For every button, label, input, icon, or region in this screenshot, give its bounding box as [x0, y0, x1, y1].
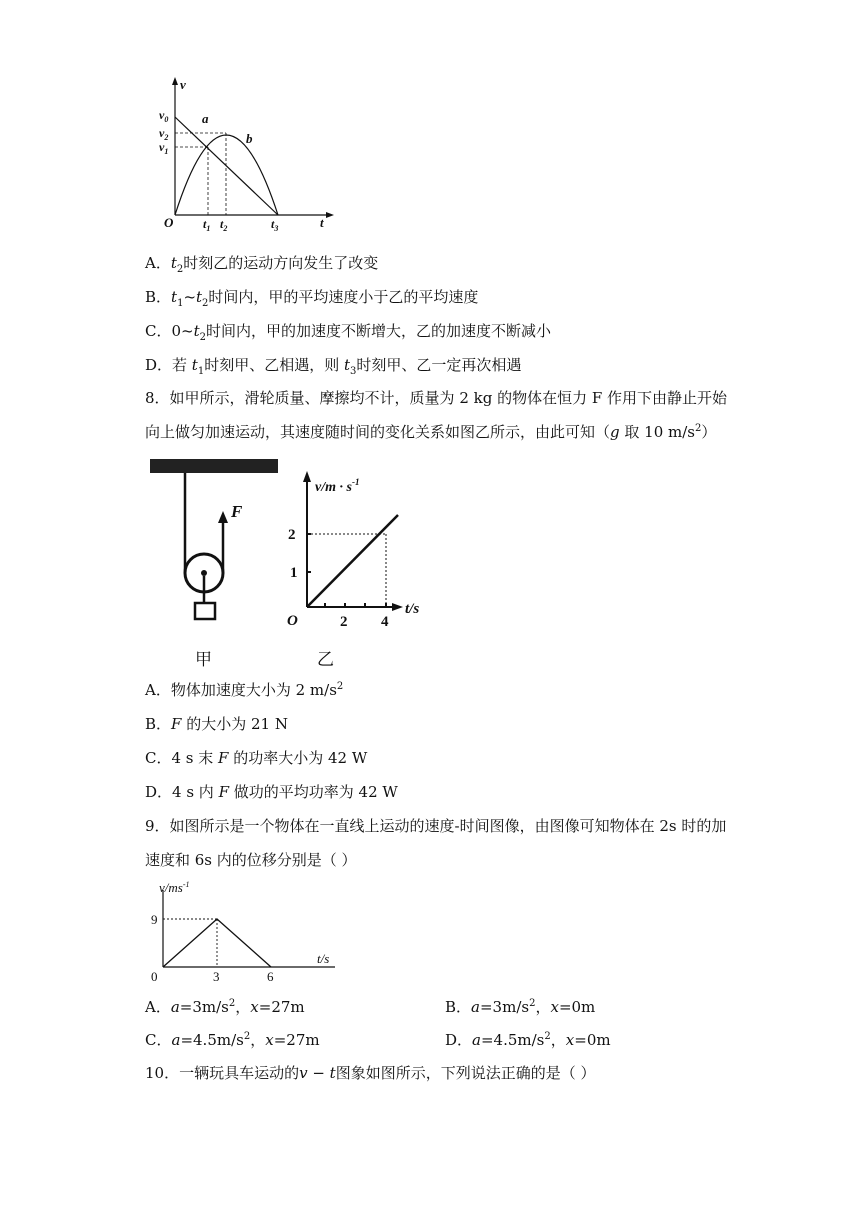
fig1-v2-label: $v_2$: [159, 126, 169, 142]
fig-jia-pulley: [145, 455, 285, 670]
fig-yi-y1-label: 1: [290, 565, 298, 581]
fig-yi-x4-label: 4: [381, 614, 389, 630]
q7-option-d: D．若 $t_1$时刻甲、乙相遇，则 $t_3$时刻甲、乙一定再次相遇: [145, 356, 522, 377]
pulley-axle: [201, 570, 207, 576]
q9-option-a: A．$a=3m/s^2$，x=27m: [145, 998, 305, 1016]
q8-option-d: D．4 s 内 F 做功的平均功率为 42 W: [145, 783, 398, 801]
q8-option-c: C．4 s 末 F 的功率大小为 42 W: [145, 749, 368, 767]
q8-option-b: B．F 的大小为 21 N: [145, 715, 288, 733]
block: [195, 603, 215, 619]
fig-q9-vt-graph: [145, 880, 345, 990]
fig-yi-origin-label: O: [287, 613, 298, 629]
fig1-t3-label: $t_3$: [271, 217, 279, 233]
fig1-t2-label: $t_2$: [220, 217, 228, 233]
fig-yi-data-line: [307, 515, 398, 607]
ceiling: [150, 459, 278, 473]
q9-option-c: C．$a=4.5m/s^2$，x=27m: [145, 1031, 320, 1049]
fig1-x-arrow: [326, 212, 334, 218]
fig-q9-y-label: $v/ms^{-1}$: [159, 880, 190, 895]
fig1-t-label: t: [320, 215, 324, 230]
fig1-v0-label: $v_0$: [159, 108, 169, 124]
q8-stem-line2: 向上做匀加速运动，其速度随时间的变化关系如图乙所示，由此可知（g 取 10 $m/s^2$）: [145, 423, 717, 441]
fig-yi-y-label: $v/m \cdot s^{-1}$: [315, 477, 360, 495]
q9-option-d: D．$a=4.5m/s^2$，x=0m: [445, 1031, 611, 1049]
fig-q9-x6-label: 6: [267, 969, 274, 984]
fig1-t1-label: $t_1$: [203, 217, 211, 233]
force-label: F: [231, 502, 243, 521]
fig-yi-x-label: t/s: [405, 601, 420, 617]
q8-option-a: A．物体加速度大小为 2 $m/s^2$: [145, 681, 344, 699]
q7-option-c: C．$0\sim t_2$时间内，甲的加速度不断增大，乙的加速度不断减小: [145, 322, 552, 343]
q7-option-a: A．$t_2$时刻乙的运动方向发生了改变: [145, 254, 379, 275]
fig1-vt-graph: [150, 75, 350, 233]
fig-yi-x-arrow: [392, 603, 403, 611]
q8-stem-line1: 8．如甲所示，滑轮质量、摩擦均不计，质量为 2 kg 的物体在恒力 F 作用下由静止开始: [145, 389, 728, 407]
fig-q9-y9-label: 9: [151, 912, 158, 927]
fig1-v-label: v: [180, 77, 186, 92]
q7-option-b: B．$t_1\sim t_2$时间内，甲的平均速度小于乙的平均速度: [145, 288, 479, 309]
q9-stem-line1: 9．如图所示是一个物体在一直线上运动的速度-时间图像，由图像可知物体在 2s 时的加: [145, 817, 727, 835]
fig-jia-caption: 甲: [195, 650, 212, 669]
fig-yi-y-arrow: [303, 471, 311, 482]
fig-yi-y2-label: 2: [288, 527, 296, 543]
fig1-b-label: b: [246, 131, 253, 146]
fig-yi-x2-label: 2: [340, 614, 348, 630]
fig1-y-arrow: [172, 77, 178, 85]
fig-q9-origin-label: 0: [151, 969, 158, 984]
force-arrow: [218, 511, 228, 523]
fig1-line-a: [175, 117, 278, 215]
q9-option-b: B．$a=3m/s^2$，x=0m: [445, 998, 596, 1016]
q10-stem: 10．一辆玩具车运动的v − t图象如图所示，下列说法正确的是（ ）: [145, 1064, 596, 1082]
fig-q9-x-label: t/s: [317, 951, 330, 966]
fig-yi-caption: 乙: [317, 650, 334, 669]
fig1-v1-label: $v_1$: [159, 140, 169, 156]
fig-yi-vt-graph: [285, 455, 435, 670]
q9-stem-line2: 速度和 6s 内的位移分别是（ ）: [145, 851, 357, 869]
fig1-a-label: a: [202, 111, 209, 126]
fig-q9-x3-label: 3: [213, 969, 220, 984]
fig1-origin-label: O: [164, 215, 174, 230]
